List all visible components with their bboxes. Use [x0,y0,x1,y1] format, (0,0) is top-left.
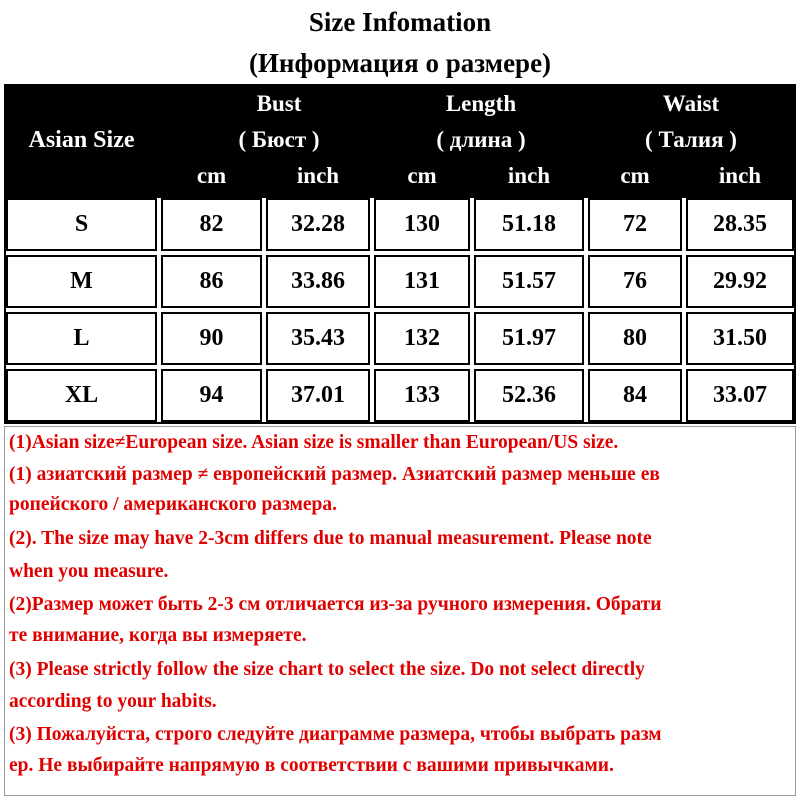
value-cell: 51.18 [474,198,584,251]
length-header-ru: ( длина ) [436,127,526,152]
note-line: (1) азиатский размер ≠ европейский размер. Азиатский размер меньше ев [9,464,660,485]
value-cell: 76 [588,255,682,308]
value-cell: 32.28 [266,198,370,251]
table-row [4,196,796,253]
value-cell: 86 [161,255,262,308]
value-cell: 94 [161,369,262,422]
value-cell: 35.43 [266,312,370,365]
value-cell: 33.86 [266,255,370,308]
unit-bust-inch: inch [296,163,340,188]
value-cell: 80 [588,312,682,365]
unit-length-cm: cm [407,163,437,188]
note-line: (3) Пожалуйста, строго следуйте диаграмме размера, чтобы выбрать разм [9,724,662,745]
value-cell: 52.36 [474,369,584,422]
value-cell: 90 [161,312,262,365]
value-cell: 132 [374,312,470,365]
notes-box [4,426,796,796]
note-line: (3) Please strictly follow the size chart to select the size. Do not select directly [9,659,645,680]
value-cell: 82 [161,198,262,251]
value-cell: 84 [588,369,682,422]
note-line: when you measure. [9,561,169,582]
note-line: ер. Не выбирайте напрямую в соответствии с вашими привычками. [9,755,614,776]
value-cell: 28.35 [686,198,794,251]
size-cell: S [6,198,157,251]
table-row [4,253,796,310]
page-title: Size Infomation [308,7,492,37]
table-row [4,310,796,367]
unit-bust-cm: cm [196,163,227,188]
value-cell: 33.07 [686,369,794,422]
value-cell: 133 [374,369,470,422]
size-table-header [4,84,796,196]
note-line: те внимание, когда вы измеряете. [9,625,307,646]
note-line: (2). The size may have 2-3cm differs due to manual measurement. Please note [9,528,652,549]
value-cell: 51.57 [474,255,584,308]
size-cell: M [6,255,157,308]
note-line: according to your habits. [9,691,217,712]
unit-length-inch: inch [507,163,551,188]
bust-header: Bust [256,91,302,116]
waist-header: Waist [662,91,720,116]
size-cell: L [6,312,157,365]
unit-waist-inch: inch [718,163,762,188]
note-line: ропейского / американского размера. [9,494,338,515]
value-cell: 37.01 [266,369,370,422]
note-line: (2)Размер может быть 2-3 см отличается из-за ручного измерения. Обрати [9,594,662,615]
value-cell: 51.97 [474,312,584,365]
value-cell: 72 [588,198,682,251]
table-row [4,367,796,424]
bust-header-ru: ( Бюст ) [238,127,320,152]
waist-header-ru: ( Талия ) [645,127,737,152]
length-header: Length [445,91,517,116]
asian-size-header: Asian Size [28,126,135,153]
page-subtitle: (Информация о размере) [248,48,552,78]
value-cell: 29.92 [686,255,794,308]
value-cell: 31.50 [686,312,794,365]
size-table-body [4,196,796,424]
value-cell: 130 [374,198,470,251]
unit-waist-cm: cm [620,163,650,188]
value-cell: 131 [374,255,470,308]
size-cell: XL [6,369,157,422]
note-line: (1)Asian size≠European size. Asian size is smaller than European/US size. [9,432,619,453]
